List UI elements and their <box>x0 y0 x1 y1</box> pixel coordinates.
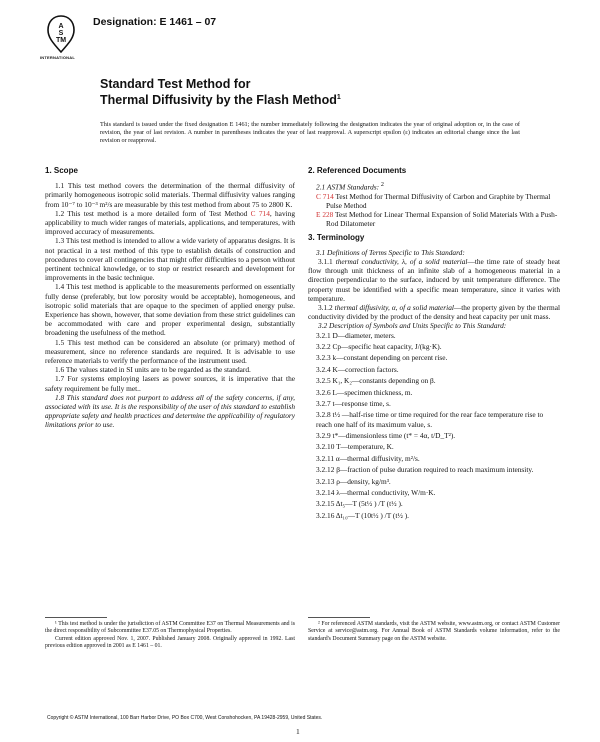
link-ref-e228[interactable]: E 228 <box>316 210 334 220</box>
astm-logo <box>47 15 75 53</box>
footnote-1: ¹ This test method is under the jurisdiction of ASTM Committee E37 on Thermal Measurements and is the direct responsibility of Subcommittee E37.05 on Thermophysical Properties. Current edition approved Nov. 1, 2007. Published January 2008. Originally approved in 1992. Last previous edition approved in 2001 as E 1461 – 01. <box>45 621 295 650</box>
symbol-item: 3.2.3 k—constant depending on percent rise. <box>316 353 448 363</box>
symbol-item: 3.2.8 t½ —half-rise time or time required for the rear face temperature rise to reach one half of its maximum value, s. <box>316 410 544 429</box>
symbol-item: 3.2.5 K₁, K₂—constants depending on β. <box>316 376 436 386</box>
scope-p1: 1.1 This test method covers the determination of the thermal diffusivity of primarily homogeneous isotropic solid materials. Thermal diffusivity values ranging from 10⁻⁷ to 10⁻³ m²/s are measurable by this test method from about 75 to 2800 K. <box>45 181 295 209</box>
footnote-rule-right <box>308 617 370 618</box>
footnote-2: ² For referenced ASTM standards, visit the ASTM website, www.astm.org, or contact ASTM Customer Service at service@astm.org. For Annual Book of ASTM Standards volume information, refer to the standard's Document Summary page on the ASTM website. <box>308 621 560 642</box>
scope-p6: 1.6 The values stated in SI units are to be regarded as the standard. <box>55 365 251 375</box>
symbol-item: 3.2.1 D—diameter, meters. <box>316 330 396 340</box>
referenced-heading: 2. Referenced Documents <box>308 166 407 175</box>
intl-label: INTERNATIONAL <box>40 55 75 60</box>
symbol-item: 3.2.16 Δt₁₀—T (10t½ ) /T (t½ ). <box>316 510 410 520</box>
copyright: Copyright © ASTM International, 100 Barr Harbor Drive, PO Box C700, West Conshohocken, PA 19428-2959, United States. <box>47 715 323 721</box>
standard-note: This standard is issued under the fixed designation E 1461; the number immediately following the designation indicates the year of original adoption or, in the case of revision, the year of last revision. A number in parentheses indicates the year of last reapproval. A superscript epsilon (ε) indicates an editorial change since the last revision or reapproval. <box>100 121 520 145</box>
svg-text:TM: TM <box>55 37 67 44</box>
scope-p8: 1.8 This standard does not purport to address all of the safety concerns, if any, associated with its use. It is the responsibility of the user of this standard to establish appropriate safety and health practices and determine the applicability of regulatory limitations prior to use. <box>45 392 295 430</box>
scope-p3: 1.3 This test method is intended to allow a wide variety of apparatus designs. It is not practical in a test method of this type to establish details of construction and procedures to cover all contingencies that might offer difficulties to a person without pertinent technical knowledge, or to stop or restrict research and development for improvements in the basic technique. <box>45 236 295 283</box>
symbol-list <box>308 331 560 520</box>
svg-text:A: A <box>58 23 64 30</box>
symbol-item: 3.2.13 ρ—density, kg/m³. <box>316 476 391 486</box>
symbol-item: 3.2.7 t—response time, s. <box>316 399 391 409</box>
symbol-item: 3.2.6 L—specimen thickness, m. <box>316 387 413 397</box>
term-3-2: 3.2 Description of Symbols and Units Specific to This Standard: <box>318 321 507 331</box>
scope-p4: 1.4 This test method is applicable to the measurements performed on essentially fully dense (preferably, but low porosity would be acceptable), homogeneous, and isotropic solid materials that are opaque to the specimen of applied energy pulse. Experience has shown, however, that some deviation from these strict guidelines can be accommodated with care and proper experimental design, substantially broadening the usefulness of the method. <box>45 282 295 338</box>
ref-item-e228: E 228 Test Method for Linear Thermal Expansion of Solid Materials With a Push-Rod Dilatometer <box>316 210 558 229</box>
term-3-1: 3.1 Definitions of Terms Specific to This Standard: <box>316 247 465 257</box>
title-line-1: Standard Test Method for <box>100 77 251 91</box>
symbol-item: 3.2.11 α—thermal diffusivity, m²/s. <box>316 453 420 463</box>
symbol-item: 3.2.14 λ—thermal conductivity, W/m·K. <box>316 487 436 497</box>
symbol-item: 3.2.9 t*—dimensionless time (t* = 4α, t/D_T²). <box>316 431 456 441</box>
symbol-item: 3.2.15 Δt₅—T (5t½ ) /T (t½ ). <box>316 499 403 509</box>
terminology-heading: 3. Terminology <box>308 232 365 242</box>
symbol-item: 3.2.12 β—fraction of pulse duration required to reach maximum intensity. <box>316 465 534 475</box>
ref-item-c714: C 714 Test Method for Thermal Diffusivity of Carbon and Graphite by Thermal Pulse Method <box>316 191 551 211</box>
scope-p5: 1.5 This test method can be considered an absolute (or primary) method of measurement, since no reference standards are required. It is advisable to use reference materials to verify the performance of the instrument used. <box>45 337 295 366</box>
link-ref-c714[interactable]: C 714 <box>316 191 334 201</box>
page-title <box>100 77 341 107</box>
scope-p7: 1.7 For systems employing lasers as power sources, it is imperative that the safety requirement be fully met.. <box>45 374 295 393</box>
svg-text:S: S <box>58 30 64 37</box>
title-line-2: Thermal Diffusivity by the Flash Method$^1$ <box>100 93 341 108</box>
page-number: 1 <box>296 727 300 736</box>
symbol-item: 3.2.10 T—temperature, K. <box>316 442 394 452</box>
symbol-item: 3.2.4 K—correction factors. <box>316 364 399 374</box>
left-column <box>45 166 295 430</box>
title-footnote-mark: 1 <box>336 94 341 101</box>
scope-p2: 1.2 This test method is a more detailed form of Test Method C 714, having applicability to much wider ranges of materials, applications, and temperatures, with improved accuracy of measurements. <box>45 208 295 237</box>
footnote-rule-left <box>45 617 107 618</box>
scope-heading: 1. Scope <box>45 166 78 175</box>
designation: Designation: E 1461 – 07 <box>93 16 217 28</box>
link-c714[interactable]: C 714 <box>250 208 270 218</box>
term-3-1-1: 3.1.1 thermal conductivity, λ, of a solid material—the time rate of steady heat flow through unit thickness of an infinite slab of a homogeneous material in a direction perpendicular to the surface, induced by unit temperature difference. The property must be identified with a specific mean temperature, since it varies with temperature. <box>308 257 560 303</box>
referenced-intro: 2.1 ASTM Standards: $^2$ <box>316 182 384 192</box>
right-column <box>308 166 560 522</box>
term-3-1-2: 3.1.2 thermal diffusivity, α, of a solid material—the property given by the thermal conductivity divided by the product of the density and heat capacity per unit mass. <box>308 303 560 322</box>
symbol-item: 3.2.2 Cp—specific heat capacity, J/(kg·K). <box>316 342 442 352</box>
